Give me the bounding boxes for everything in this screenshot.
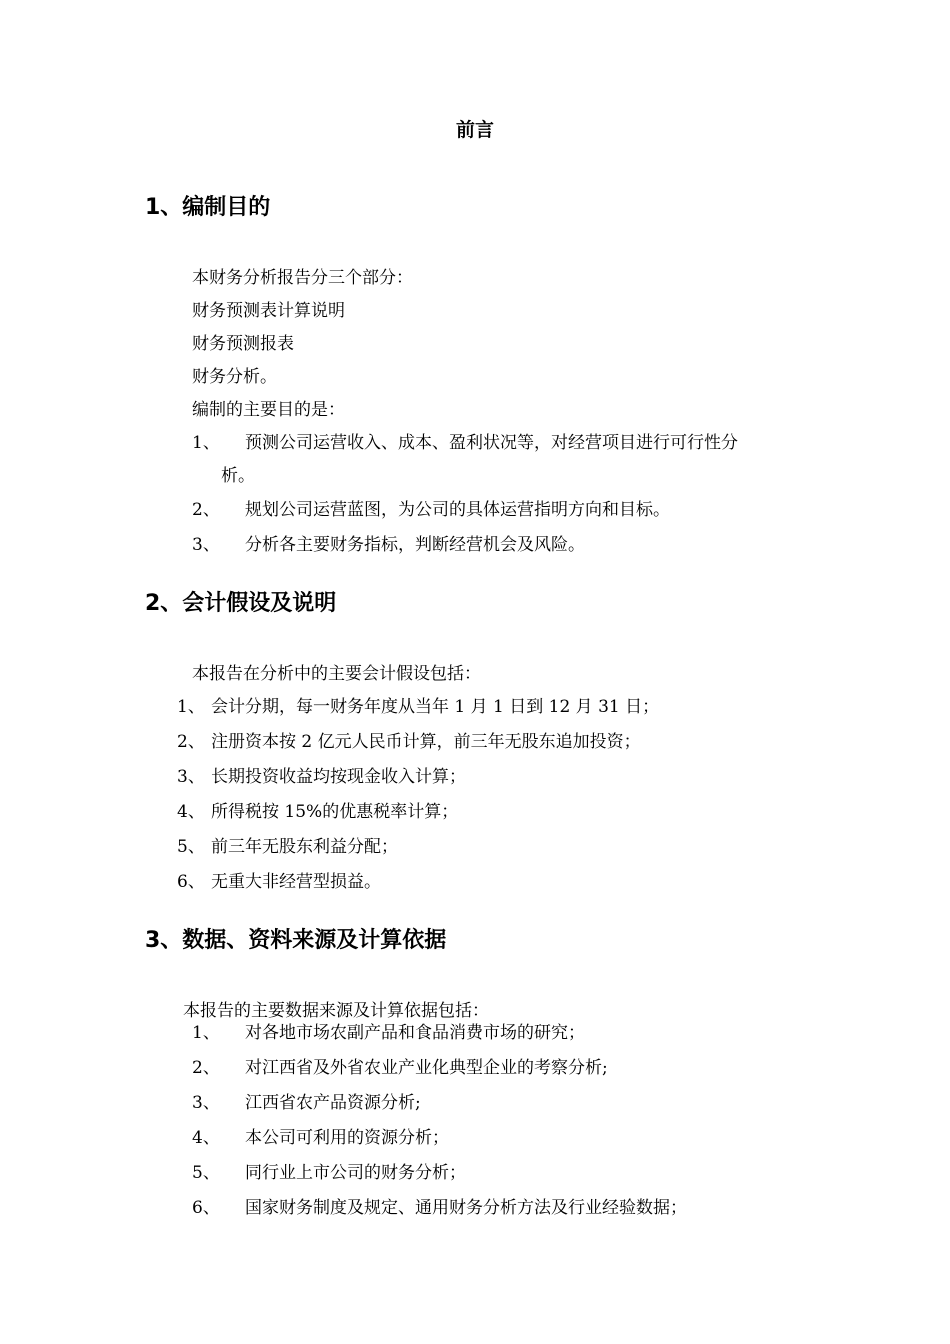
list-item-number: 6、 [192,1198,220,1218]
list-item-text: 预测公司运营收入、成本、盈利状况等，对经营项目进行可行性分 [245,433,738,453]
section-heading-assumptions: 2、会计假设及说明 [145,591,337,616]
paragraph-line: 财务预测表计算说明 [192,301,345,321]
list-item-number: 3、 [192,1093,220,1113]
list-item-text: 无重大非经营型损益。 [211,872,381,892]
paragraph-line: 财务预测报表 [192,334,294,354]
paragraph-line: 编制的主要目的是： [192,400,345,420]
list-item-text: 长期投资收益均按现金收入计算； [211,767,466,787]
list-item-number: 2、 [192,500,220,520]
paragraph-line: 财务分析。 [192,367,277,387]
list-item-number: 4、 [177,802,205,822]
list-item-text: 分析各主要财务指标，判断经营机会及风险。 [245,535,585,555]
list-item-text: 规划公司运营蓝图，为公司的具体运营指明方向和目标。 [245,500,670,520]
list-item-number: 2、 [177,732,205,752]
list-item-number: 1、 [177,697,205,717]
paragraph-line: 本财务分析报告分三个部分： [192,268,413,288]
list-item-number: 5、 [177,837,205,857]
list-item-text: 会计分期，每一财务年度从当年 1 月 1 日到 12 月 31 日； [211,697,660,717]
list-item-text: 对江西省及外省农业产业化典型企业的考察分析; [245,1058,608,1078]
section-intro: 本报告的主要数据来源及计算依据包括： [183,1001,489,1021]
list-item-number: 4、 [192,1128,220,1148]
list-item-text: 江西省农产品资源分析; [245,1093,421,1113]
list-item-text: 对各地市场农副产品和食品消费市场的研究； [245,1023,585,1043]
list-item-text-continuation: 析。 [221,466,255,486]
list-item-text: 前三年无股东利益分配； [211,837,398,857]
section-intro: 本报告在分析中的主要会计假设包括： [192,664,481,684]
list-item-text: 本公司可利用的资源分析； [245,1128,449,1148]
list-item-number: 2、 [192,1058,220,1078]
list-item-text: 国家财务制度及规定、通用财务分析方法及行业经验数据； [245,1198,687,1218]
list-item-text: 所得税按 15%的优惠税率计算； [211,802,459,822]
list-item-number: 3、 [177,767,205,787]
list-item-text: 同行业上市公司的财务分析； [245,1163,466,1183]
list-item-number: 5、 [192,1163,220,1183]
page-title: 前言 [455,119,494,141]
list-item-number: 6、 [177,872,205,892]
list-item-number: 1、 [192,1023,220,1043]
list-item-text: 注册资本按 2 亿元人民币计算，前三年无股东追加投资； [211,732,641,752]
list-item-number: 3、 [192,535,220,555]
section-heading-data-sources: 3、数据、资料来源及计算依据 [145,928,447,953]
list-item-number: 1、 [192,433,220,453]
section-heading-purpose: 1、编制目的 [145,195,271,220]
